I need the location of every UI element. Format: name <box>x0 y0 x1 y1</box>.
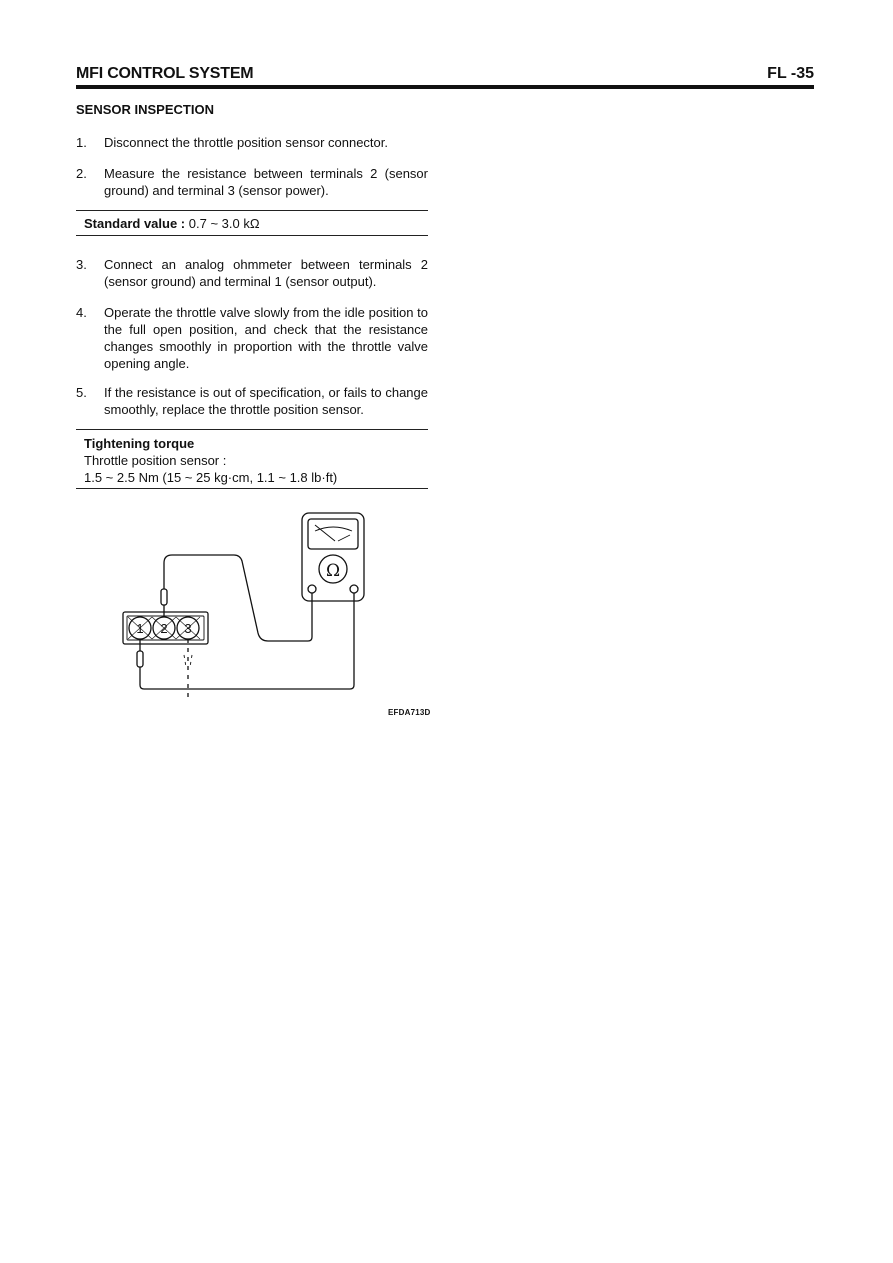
step-text: Connect an analog ohmmeter between terminals 2 (sensor ground) and terminal 1 (sensor output). <box>104 257 428 289</box>
step-text: Measure the resistance between terminals 2 (sensor ground) and terminal 3 (sensor power). <box>104 166 428 198</box>
torque-part: Throttle position sensor : <box>84 453 227 468</box>
figure-code: EFDA713D <box>388 708 431 717</box>
ohmmeter-body <box>302 513 364 601</box>
step-text: Disconnect the throttle position sensor connector. <box>104 135 388 150</box>
step-number: 5. <box>76 385 87 400</box>
step-number: 2. <box>76 166 87 181</box>
header-rule <box>76 85 814 89</box>
tightening-torque-box <box>76 429 428 489</box>
step-number: 4. <box>76 305 87 320</box>
ohmmeter-jack-right <box>350 585 358 593</box>
ohm-symbol: Ω <box>325 561 341 581</box>
step-text: If the resistance is out of specification, or fails to change smoothly, replace the throttle position sensor. <box>104 385 428 417</box>
step-text: Operate the throttle valve slowly from the idle position to the full open position, and check that the resistance changes smoothly in proportion with the throttle valve opening angle. <box>104 305 428 371</box>
torque-value: 1.5 ~ 2.5 Nm (15 ~ 25 kg·cm, 1.1 ~ 1.8 lb·ft) <box>84 470 338 485</box>
standard-value-label: Standard value : <box>84 216 186 231</box>
step-3 <box>76 256 428 290</box>
ohmmeter-jack-left <box>308 585 316 593</box>
step-number: 3. <box>76 257 87 272</box>
standard-value: 0.7 ~ 3.0 kΩ <box>188 216 260 231</box>
page-number: FL -35 <box>767 65 814 82</box>
section-title: SENSOR INSPECTION <box>76 102 214 117</box>
step-2 <box>76 165 428 199</box>
standard-value-box <box>76 210 428 236</box>
step-1 <box>76 134 428 151</box>
page-header <box>76 64 814 86</box>
ohmmeter-diagram <box>100 505 430 705</box>
step-4 <box>76 304 428 372</box>
chapter-title: MFI CONTROL SYSTEM <box>76 65 254 82</box>
torque-title: Tightening torque <box>84 436 195 451</box>
step-number: 1. <box>76 135 87 150</box>
step-5 <box>76 384 428 418</box>
terminal-1-label: 1 <box>136 621 144 636</box>
terminal-2-label: 2 <box>160 621 168 636</box>
terminal-3-label: 3 <box>184 621 192 636</box>
ohmmeter-dial <box>308 519 358 549</box>
